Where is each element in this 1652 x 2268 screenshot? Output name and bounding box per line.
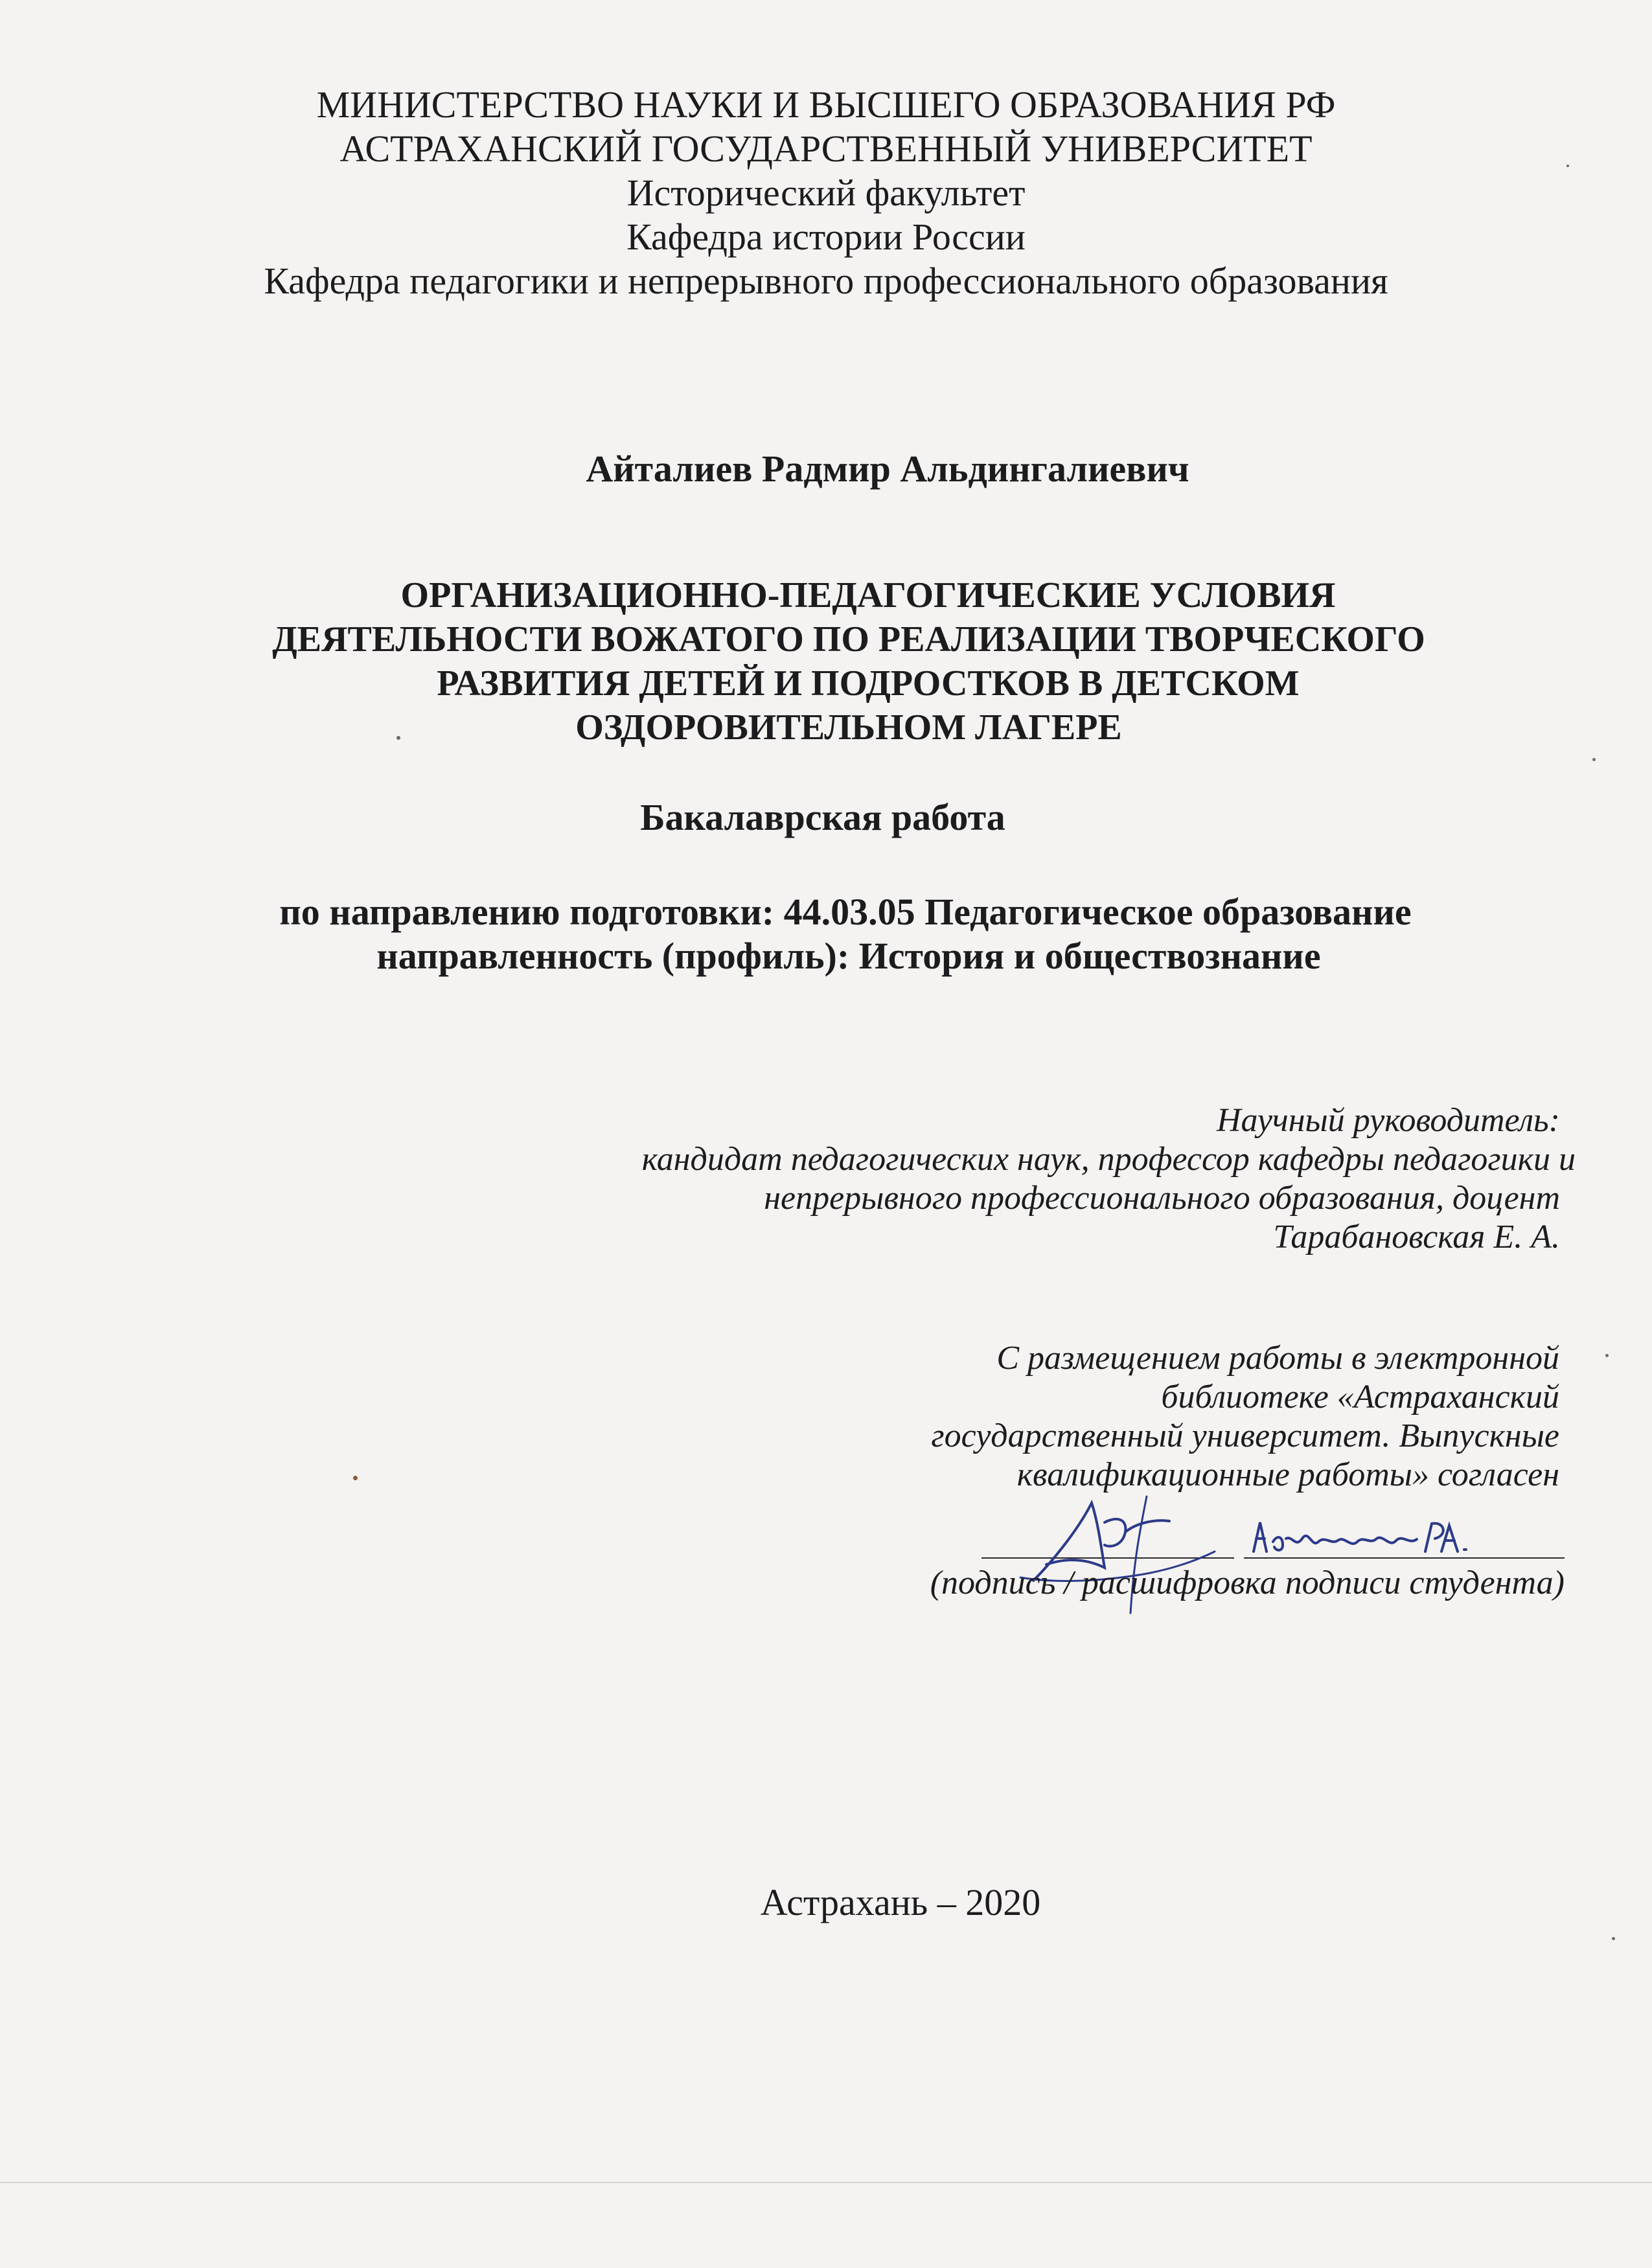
supervisor-degree: кандидат педагогических наук, профессор кафедры педагогики и	[641, 1141, 1576, 1178]
thesis-title-line-1: ОРГАНИЗАЦИОННО-ПЕДАГОГИЧЕСКИЕ УСЛОВИЯ	[400, 575, 1336, 615]
signature-caption: (подпись / расшифровка подписи студента)	[930, 1564, 1565, 1601]
ministry-name: МИНИСТЕРСТВО НАУКИ И ВЫСШЕГО ОБРАЗОВАНИЯ РФ	[316, 84, 1336, 126]
work-type: Бакалаврская работа	[640, 796, 1005, 838]
supervisor-position: непрерывного профессионального образования, доцент	[764, 1180, 1560, 1217]
scan-speck	[396, 736, 400, 740]
study-profile: направленность (профиль): История и обществознание	[376, 935, 1321, 977]
scan-speck	[353, 1476, 358, 1480]
study-direction: по направлению подготовки: 44.03.05 Педагогическое образование	[279, 891, 1412, 933]
author-name: Айталиев Радмир Альдингалиевич	[586, 448, 1189, 490]
consent-line-1: С размещением работы в электронной	[996, 1340, 1559, 1377]
faculty-name: Исторический факультет	[626, 172, 1026, 214]
consent-line-4: квалификационные работы» согласен	[1016, 1456, 1559, 1493]
department-pedagogy: Кафедра педагогики и непрерывного профессионального образования	[264, 260, 1388, 302]
supervisor-name: Тарабановская Е. А.	[1273, 1219, 1560, 1255]
thesis-title-line-3: РАЗВИТИЯ ДЕТЕЙ И ПОДРОСТКОВ В ДЕТСКОМ	[437, 663, 1300, 704]
scan-speck	[1612, 1937, 1615, 1940]
thesis-title-line-2: ДЕЯТЕЛЬНОСТИ ВОЖАТОГО ПО РЕАЛИЗАЦИИ ТВОРЧЕСКОГО	[272, 619, 1425, 659]
consent-line-3: государственный университет. Выпускные	[931, 1417, 1559, 1454]
scan-bottom-edge	[0, 2182, 1652, 2183]
scan-speck	[1605, 1354, 1609, 1357]
supervisor-label: Научный руководитель:	[1216, 1102, 1560, 1139]
department-history: Кафедра истории России	[626, 216, 1026, 258]
thesis-title-line-4: ОЗДОРОВИТЕЛЬНОМ ЛАГЕРЕ	[575, 707, 1122, 748]
scan-speck	[1592, 758, 1596, 761]
scan-speck	[1566, 165, 1569, 167]
consent-line-2: библиотеке «Астраханский	[1161, 1379, 1559, 1415]
university-name: АСТРАХАНСКИЙ ГОСУДАРСТВЕННЫЙ УНИВЕРСИТЕТ	[339, 128, 1313, 170]
city-year: Астрахань – 2020	[760, 1881, 1041, 1923]
handwritten-name-decoding	[1247, 1509, 1558, 1561]
